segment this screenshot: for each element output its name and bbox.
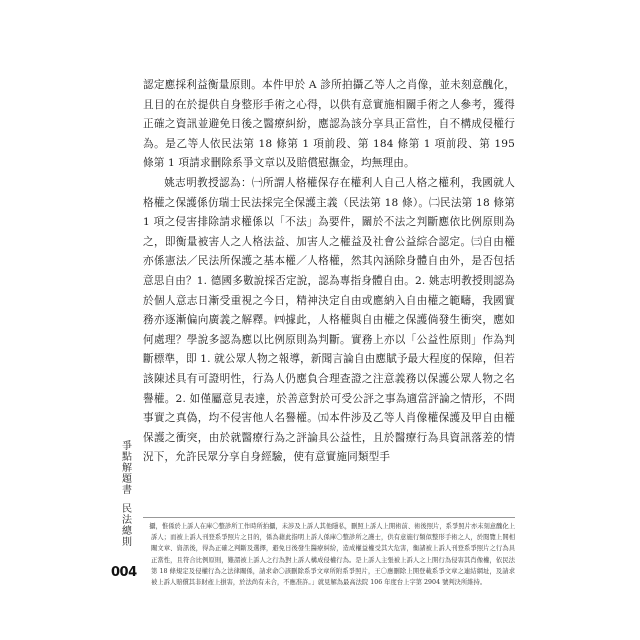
running-header (116, 440, 134, 547)
main-paragraph-2: 姚志明教授認為：㈠所謂人格權保存在權利人自己人格之權利，我國就人格權之保護係仿瑞士民法採完全保護主義（民法第 18 條）。㈡民法第 18 條第 1 項之侵害排除請求權係以「不法」為要件，關於不法之判斷應依比例原則為之，即衡量被害人之人格法益、加害人之權益及社會公益綜合認定。㈢自由權亦係憲法／民法所保護之基本權／人格權，然其內涵除身體自由外，是否包括意思自由？1. 德國多數說採否定說，認為專指身體自由。2. 姚志明教授則認為於個人意志日漸受重視之今日，精神決定自由或應納入自由權之範疇，我國實務亦逐漸偏向廣義之解釋。㈣據此，人格權與自由權之保護倘發生衝突，應如何處理？學說多認為應以比例原則為判斷。實務上亦以「公益性原則」作為判斷標準，即 1. 就公眾人物之報導，新聞言論自由應賦予最大程度的保障，但若該陳述具有可證明性，行為人仍應負合理查證之注意義務以保護公眾人物之名譽權。2. 如僅屬意見表達，於善意對於可受公評之事為適當評論之情形，不問事實之真偽，均不侵害他人名譽權。㈤本件涉及乙等人肖像權保護及甲自由權保護之衝突，由於就醫療行為之評論具公益性，且於醫療行為具資訊落差的情況下，允許民眾分享自身經驗，使有意實施同類型手 (143, 176, 515, 464)
footnote-divider (143, 517, 515, 518)
footnote-text: 攝，惟係於上訴人在庫〇整診所工作時所拍攝，未涉及上訴人其他隱私，刪照上訴人上開術前、術後照片，系爭照片亦未刻意醜化上訴人；而被上訴人刊登系爭照片之目的，係為藉此指明上訴人係庫〇整診所之護士，供有意施行類似整形手術之人，於閱覽上開相關文章、資訊後，得為正確之判斷及選擇，避免日後發生醫療糾紛，造成權益權受其大危害，衡諸被上訴人刊登系爭照片之行為具正當性，且符合比例原則，難謂被上訴人之行為對上訴人構成侵權行為。是上訴人主張被上訴人之上開行為侵害其肖像權，依民法第 18 條規定及侵權行為之法律關係，請求命〇該刪除系爭文章所附系爭照片，王〇應刪除上開登載系爭文章之連結網址，及請求被上訴人賠償其非財產上損害，於法尚有未合，不應准許。」就見解為最高法院 106 年度台上字第 2904 號判決所維持。 (143, 523, 515, 587)
subject-title: 民法總則 (119, 503, 131, 547)
main-text (143, 76, 515, 468)
page-number: 004 (111, 565, 137, 580)
series-title: 爭點解題書 (119, 440, 131, 495)
main-paragraph-1: 認定應採利益衡量原則。本件甲於 A 診所拍攝乙等人之肖像，並未刻意醜化，且目的在於提供自身整形手術之心得，以供有意實施相關手術之人參考，獲得正確之資訊並避免日後之醫療糾紛，應認為該分享具正當性，自不構成侵權行為。是乙等人依民法第 18 條第 1 項前段、第 184 條第 1 項前段、第 195 條第 1 項請求刪除系爭文章以及賠償慰撫金，均無理由。 (143, 79, 515, 170)
footnote (143, 521, 515, 588)
